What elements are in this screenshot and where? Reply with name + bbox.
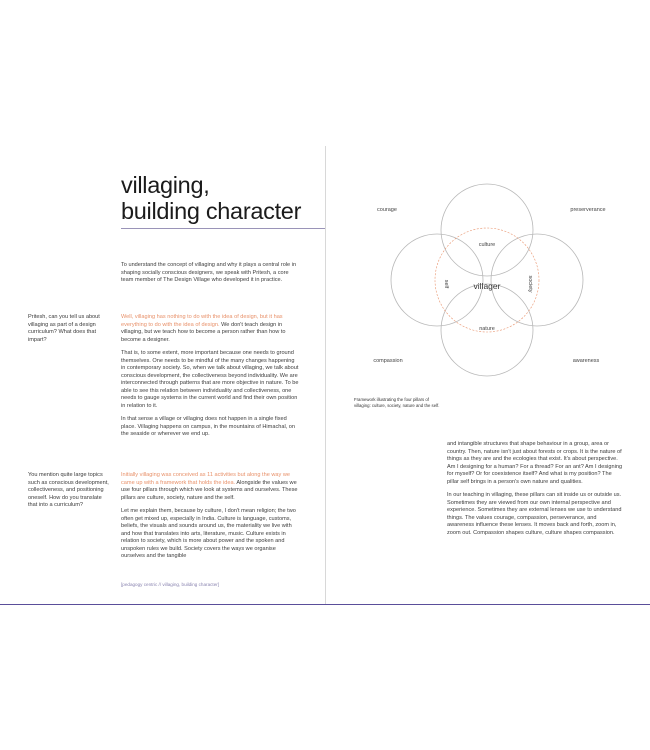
- title-rule: [121, 228, 325, 229]
- circle-society: [491, 234, 583, 326]
- question-1: Pritesh, can you tell us about villaging as part of a design curriculum? What does that impart?: [28, 314, 100, 343]
- label-self: self: [443, 279, 449, 289]
- article-title: [121, 172, 341, 224]
- label-nature: nature: [479, 326, 495, 332]
- bottom-rule: [0, 604, 650, 605]
- right-paragraph-1: and intangible structures that shape behaviour in a group, area or country. Then, nature isn't just about forests or crops. It is the nature of things as they are and the ecologies that exist. It's about perspective. Am I designing for a human? For a thread? For an ant? Am I designing for myself? Or for coexistence itself? And what is my position? The pillar self brings in a person's own nature and qualities.: [447, 441, 623, 485]
- answer-1-highlight: Well, villaging has nothing to do with the idea of design, but it has everything to do with the idea of design.: [121, 314, 283, 328]
- circle-self: [391, 234, 483, 326]
- paragraph-c: Let me explain them, because by culture, I don't mean religion; the two often get mixed up, especially in India. Culture is language, customs, beliefs, the visuals and sounds around us, the materiality we live with and how that translates into arts, literature, music. Culture exists in relation to society, which is more about power and the spoken and unspoken rules we build. Society covers the ways we organise ourselves and the tangible: [121, 508, 296, 559]
- label-perseverance: preserverance: [570, 207, 606, 213]
- answer-2-block: [121, 472, 299, 567]
- circle-culture: [441, 184, 533, 276]
- answer-1-rest: We don't teach design in villaging, but we teach how to become a person rather than how to become a designer.: [121, 321, 286, 343]
- intro-text: To understand the concept of villaging and why it plays a central role in shaping socially conscious designers, we speak with Pritesh, a core team member of The Design Village who developed it in practice.: [121, 262, 297, 283]
- title-line-2: building character: [121, 198, 302, 224]
- intro-paragraph: [121, 262, 299, 291]
- label-villager: villager: [473, 281, 501, 291]
- answer-2: [121, 472, 299, 502]
- label-culture: culture: [478, 242, 496, 248]
- label-society: society: [527, 275, 533, 293]
- page-footer: [pedagogy centric // villaging, building character]: [121, 582, 220, 587]
- paragraph-a: That is, to some extent, more important because one needs to ground themselves. One needs to be mindful of the many changes happening in contemporary society. So, when we talk about villaging, we talk about conscious development, the collectiveness beyond individuality. We are interconnected through patterns that are more objective in nature. To be able to see this relation between individuality and collectiveness, one needs to gauge systems in the current world and find their own position in relation to it.: [121, 350, 299, 409]
- answer-2-highlight: Initially villaging was conceived as 11 activities but along the way we came up with a framework that holds the idea.: [121, 472, 291, 486]
- paragraph-b: In that sense a village or villaging does not happen in a single fixed place. Villaging happens on campus, in the mountains of Himachal, on the seaside or wherever we end up.: [121, 416, 296, 437]
- question-2: You mention quite large topics such as conscious development, collectiveness, and positioning oneself. How do you translate that into a curriculum?: [28, 472, 109, 508]
- diagram-caption: Framework illustrating the four pillars of villaging: culture, society, nature and the self.: [354, 397, 440, 408]
- answer-1-block: [121, 314, 299, 445]
- villaging-framework-diagram: [326, 180, 650, 395]
- answer-1: [121, 314, 299, 344]
- label-courage: courage: [377, 207, 397, 213]
- right-paragraph-2: In our teaching in villaging, these pillars can sit inside us or outside us. Sometimes they are viewed from our own internal perspective and experience. Sometimes they are external lenses we use to understand things. The values courage, compassion, perseverance, and awareness influence these lenses. It moves back and forth, zoom in, zoom out. Compassion shapes culture, culture shapes compassion.: [447, 492, 622, 536]
- answer-2-rest: Alongside the values we use four pillars through which we look at systems and ourselves. These pillars are culture, society, nature and the self.: [121, 479, 298, 501]
- title-line-1: villaging,: [121, 172, 210, 198]
- label-awareness: awareness: [572, 358, 600, 364]
- right-column: [447, 441, 625, 543]
- label-compassion: compassion: [373, 358, 403, 364]
